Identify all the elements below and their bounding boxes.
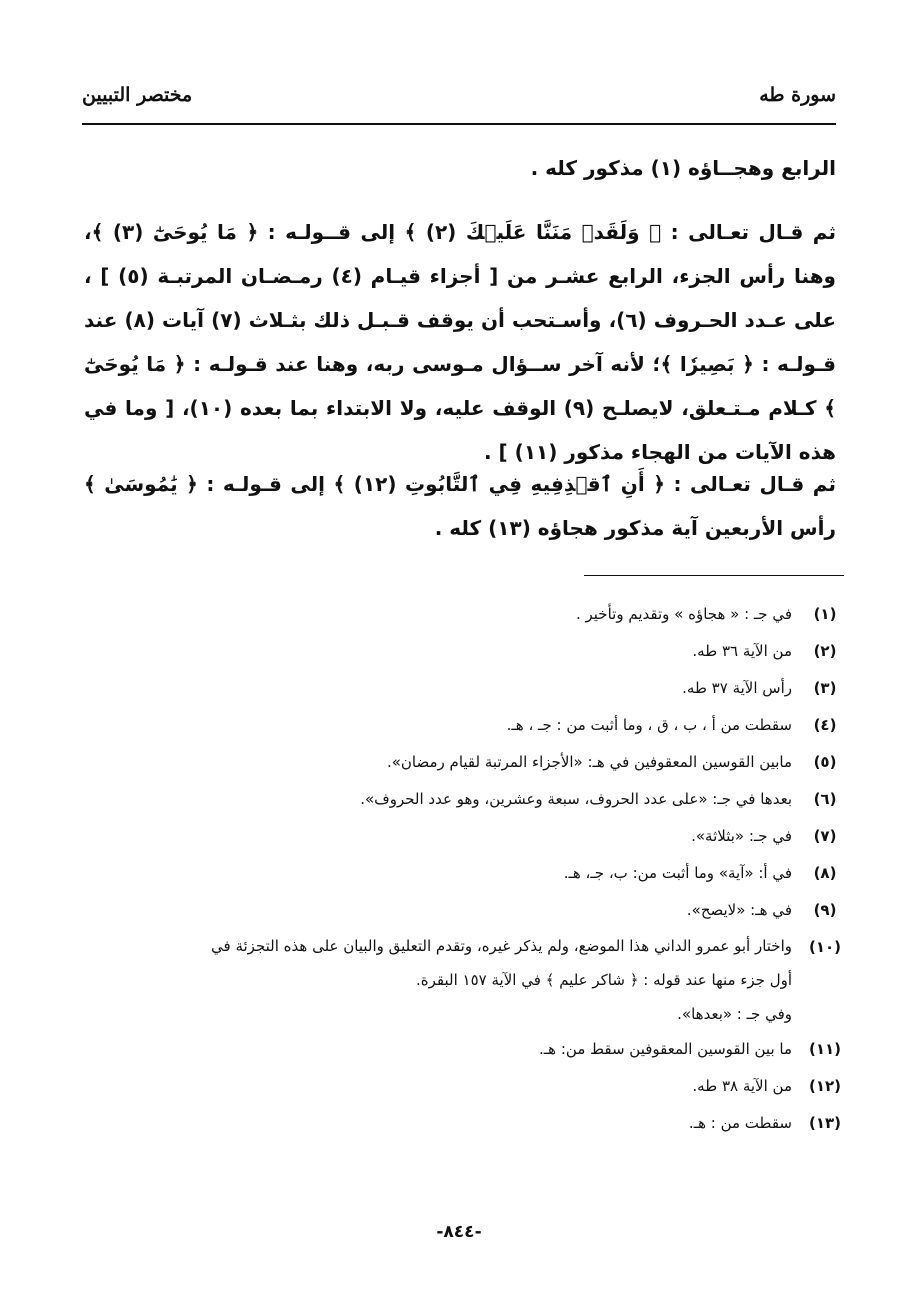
footnote-item — [84, 892, 846, 929]
footnote-item — [84, 744, 846, 781]
footnote-text — [84, 1031, 792, 1068]
running-header — [82, 84, 836, 124]
footnote-text — [84, 818, 792, 855]
footnote-line: سقطت من : هـ. — [688, 1114, 792, 1132]
page-number: -٨٤٤- — [436, 1222, 482, 1242]
header-rule — [82, 123, 836, 125]
footnote-item — [84, 670, 846, 707]
footnote-text — [84, 596, 792, 633]
footnote-number: (٩) — [813, 901, 837, 919]
footnote-number: (١) — [813, 605, 837, 623]
footnote-number: (٨) — [813, 864, 837, 882]
footnote-item — [84, 818, 846, 855]
footnote-line: مابين القوسين المعقوفين في هـ: «الأجزاء المرتبة لقيام رمضان». — [386, 753, 792, 771]
footnote-number: (٤) — [813, 716, 837, 734]
body-paragraph-1: الرابع وهجــاؤه (١) مذكور كله . — [530, 156, 836, 180]
footnote-text — [84, 633, 792, 670]
book-title: مختصر التبيين — [82, 84, 193, 106]
footnote-line: في أ: «آية» وما أثبت من: ب، جـ، هـ. — [563, 864, 792, 882]
body-paragraph-3: ثم قـال تعـالى : ﴿ أَنِ ٱقۡذِفِيهِ فِي ٱلتَّابُوتِ (١٢) ﴾ إلى قـولـه : ﴿ يَٰمُوسَىٰ ﴾ رأس الأربعين آية مذكور هجاؤه (١٣) كله . — [84, 472, 836, 540]
footnote-text — [84, 781, 792, 818]
footnote-item — [84, 596, 846, 633]
footnote-item — [84, 855, 846, 892]
footnote-line: واختار أبو عمرو الداني هذا الموضع، ولم يذكر غيره، وتقدم التعليق والبيان على هذه التجزئة في — [211, 937, 792, 955]
footnote-line: أول جزء منها عند قوله : ﴿ شاكر عليم ﴾ في الآية ١٥٧ البقرة. — [416, 971, 792, 989]
footnote-list — [84, 596, 846, 1142]
footnote-line: في هـ: «لايصح». — [686, 901, 792, 919]
footnote-text — [84, 707, 792, 744]
footnote-line: في جـ : « هجاؤه » وتقديم وتأخير . — [575, 605, 792, 623]
footnote-line: في جـ: «بثلاثة». — [691, 827, 792, 845]
footnote-line: سقطت من أ ، ب ، ق ، وما أثبت من : جـ ، هـ. — [506, 716, 792, 734]
footnote-number: (١١) — [808, 1040, 842, 1058]
footnote-text — [84, 670, 792, 707]
footnote-text — [84, 892, 792, 929]
footnote-number: (٥) — [813, 753, 837, 771]
footnote-number: (٦) — [813, 790, 837, 808]
footnote-line: ما بين القوسين المعقوفين سقط من: هـ. — [539, 1040, 792, 1058]
footnote-item — [84, 707, 846, 744]
footnote-line: وفي جـ : «بعدها». — [677, 1005, 792, 1023]
footnote-number: (١٠) — [808, 938, 842, 956]
footnote-text — [84, 1068, 792, 1105]
footnote-line: بعدها في جـ: «على عدد الحروف، سبعة وعشرين، وهو عدد الحروف». — [360, 790, 792, 808]
footnote-number: (٧) — [813, 827, 837, 845]
surah-title: سورة طه — [759, 84, 836, 106]
footnote-text — [84, 929, 792, 1031]
footnote-item — [84, 633, 846, 670]
footnote-line: من الآية ٣٨ طه. — [692, 1077, 792, 1095]
footnote-line: رأس الآية ٣٧ طه. — [682, 679, 792, 697]
footnote-item — [84, 1031, 846, 1068]
footnote-line: من الآية ٣٦ طه. — [692, 642, 792, 660]
body-paragraph-2: ثم قـال تعـالى : ﴿ وَلَقَدۡ مَنَنَّا عَلَيۡكَ (٢) ﴾ إلى قــولـه : ﴿ مَا يُوحَىٰٓ (٣) ﴾، وهنا رأس الجزء، الرابع عشـر من [ أجزاء قيـام (٤) رمـضـان المرتبـة (٥) ] ، على عـدد الحـروف (٦)، وأسـتحب أن يوقف قـبـل ذلك بثـلاث (٧) آيات (٨) عند قـولـه : ﴿ بَصِيرٗا ﴾؛ لأنه آخر ســؤال مـوسى ربه، وهنا عند قـولـه : ﴿ مَا يُوحَىٰٓ ﴾ كـلام مـتـعلق، لايصلـح (٩) الوقف عليه، ولا الابتداء بما بعده (١٠)، [ وما في هذه الآيات من الهجاء مذكور (١١) ] . — [84, 220, 837, 464]
footnote-item — [84, 781, 846, 818]
footnote-item — [84, 1068, 846, 1105]
footnote-text — [84, 855, 792, 892]
footnote-text — [84, 744, 792, 781]
footnote-item — [84, 1105, 846, 1142]
footnote-number: (١٣) — [808, 1114, 842, 1132]
footnote-text — [84, 1105, 792, 1142]
footnote-number: (٢) — [813, 642, 837, 660]
footnote-separator — [584, 575, 844, 576]
footnote-number: (٣) — [813, 679, 837, 697]
footnote-number: (١٢) — [808, 1077, 842, 1095]
footnote-item — [84, 929, 846, 1031]
